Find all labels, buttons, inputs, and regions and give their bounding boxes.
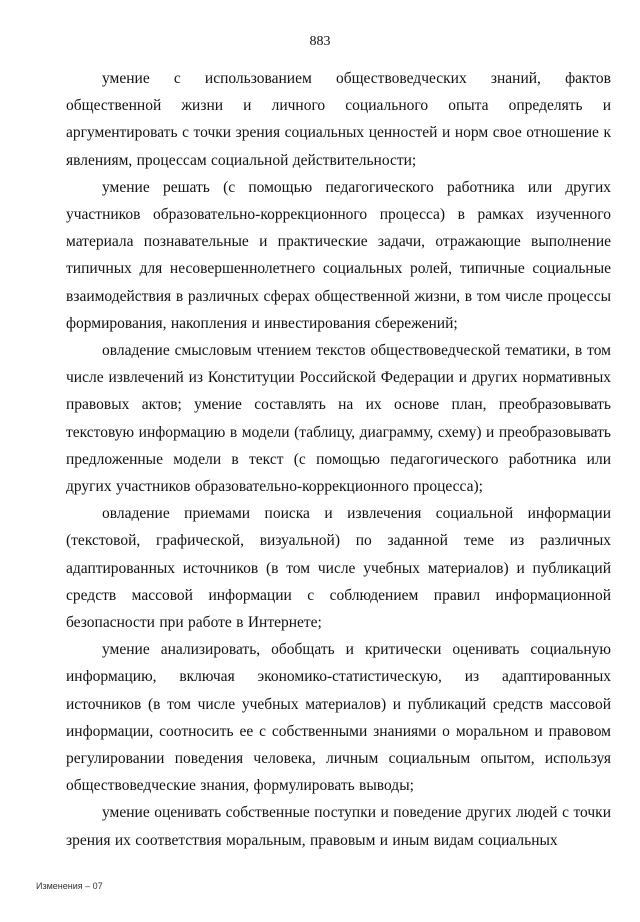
footer-revision-note: Изменения – 07 [36, 881, 103, 891]
paragraph: умение оценивать собственные поступки и поведение других людей с точки зрения их соответствия моральным, правовым и иным видам социальных [66, 804, 611, 849]
paragraph: умение решать (с помощью педагогического работника или других участников образовательно-коррекционного процесса) в рамках изученного материала познавательные и практические задачи, отражающие выполнение типичных для несовершеннолетнего социальных ролей, типичные социальные взаимодействия в различных сферах общественной жизни, в том числе процессы формирования, накопления и инвестирования сбережений; [66, 178, 611, 332]
paragraph: умение анализировать, обобщать и критически оценивать социальную информацию, включая экономико-статистическую, из адаптированных источников (в том числе учебных материалов) и публикаций средств массовой информации, соотносить ее с собственными знаниями о моральном и правовом регулировании поведения человека, личным социальным опытом, используя обществоведческие знания, формулировать выводы; [66, 641, 611, 795]
document-body [66, 65, 611, 854]
paragraph: овладение смысловым чтением текстов обществоведческой тематики, в том числе извлечений из Конституции Российской Федерации и других нормативных правовых актов; умение составлять на их основе план, преобразовывать текстовую информацию в модели (таблицу, диаграмму, схему) и преобразовывать предложенные модели в текст (с помощью педагогического работника или других участников образовательно-коррекционного процесса); [66, 342, 611, 496]
paragraph: овладение приемами поиска и извлечения социальной информации (текстовой, графической, визуальной) по заданной теме из различных адаптированных источников (в том числе учебных материалов) и публикаций средств массовой информации с соблюдением правил информационной безопасности при работе в Интернете; [66, 505, 611, 632]
paragraph: умение с использованием обществоведческих знаний, фактов общественной жизни и личного социального опыта определять и аргументировать с точки зрения социальных ценностей и норм свое отношение к явлениям, процессам социальной действительности; [66, 70, 611, 169]
page-number: 883 [309, 34, 331, 49]
